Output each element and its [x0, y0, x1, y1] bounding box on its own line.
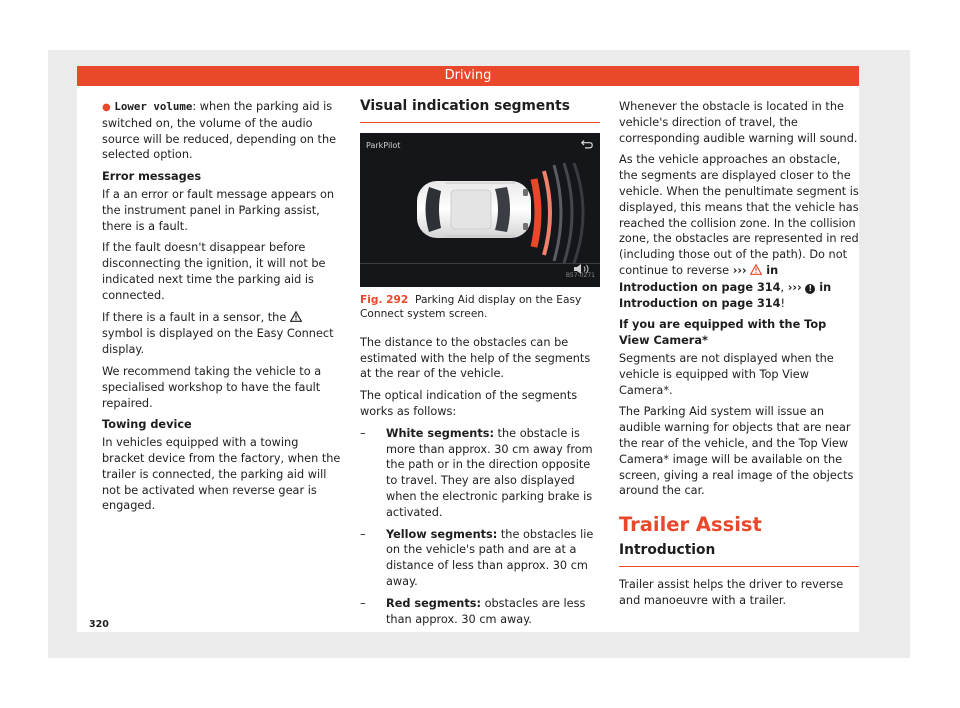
- bullet-icon: ●: [102, 102, 111, 113]
- error-paragraph-3: If there is a fault in a sensor, the symbol is displayed on the Easy Connect display.: [102, 310, 334, 357]
- error-paragraph-4: We recommend taking the vehicle to a specialised workshop to have the fault repaired.: [102, 364, 322, 410]
- back-arrow-icon: [581, 139, 593, 149]
- lower-volume-item: ● Lower volume: when the parking aid is switched on, the volume of the audio source will be reduced, depending on the selected option.: [102, 100, 337, 162]
- page-number: 320: [89, 619, 109, 630]
- figure-label: ParkPilot: [366, 140, 401, 150]
- intro-link-2[interactable]: in Introduction on page 314: [619, 280, 832, 310]
- towing-device-heading: Towing device: [102, 418, 192, 432]
- column-left: [102, 99, 342, 520]
- info-icon: !: [805, 284, 815, 294]
- distance-segments: [528, 163, 598, 263]
- trailer-assist-paragraph: Trailer assist helps the driver to reverse and manoeuvre with a trailer.: [619, 577, 844, 607]
- list-item: – White segments: the obstacle is more than approx. 30 cm away from the path or in the direction opposite to travel. They are also displayed when the electronic parking brake is activated.: [360, 426, 600, 521]
- approach-paragraph: As the vehicle approaches an obstacle, the segments are displayed closer to the vehicle. When the penultimate segment is displayed, this means that the vehicle has reached the collision zone. In the collision zone, the obstacles are represented in red (including those out of the path). Do not continue to reverse ››› in Introduction on page 314, ››› ! in Introduction on page 314!: [619, 153, 859, 310]
- cross-reference-arrows: ›››: [787, 280, 802, 294]
- trailer-assist-title: Trailer Assist: [619, 513, 762, 537]
- parkpilot-figure: [360, 133, 600, 287]
- warning-icon: [290, 311, 302, 327]
- towing-paragraph: In vehicles equipped with a towing bracket device from the factory, when the trailer is connected, the parking aid will not be activated when reverse gear is engaged.: [102, 436, 341, 513]
- figure-code: B57-0271: [565, 272, 595, 279]
- distance-paragraph: The distance to the obstacles can be estimated with the help of the segments at the rear of the vehicle.: [360, 335, 591, 381]
- error-paragraph-2: If the fault doesn't disappear before disconnecting the ignition, it will not be indicated next time the parking aid is connected.: [102, 241, 326, 302]
- cross-reference-arrows: ›››: [732, 263, 747, 277]
- direction-paragraph: Whenever the obstacle is located in the vehicle's direction of travel, the corresponding audible warning will sound.: [619, 100, 858, 145]
- segments-list: [360, 426, 600, 628]
- top-view-paragraph-1: Segments are not displayed when the vehicle is equipped with Top View Camera*.: [619, 351, 834, 397]
- warning-icon: [750, 264, 762, 280]
- column-right: [619, 99, 859, 614]
- figure-number: Fig. 292: [360, 293, 409, 306]
- list-item: – Yellow segments: the obstacles lie on the vehicle's path and are at a distance of less than approx. 30 cm away.: [360, 527, 600, 590]
- figure-divider: [360, 263, 600, 264]
- figure-caption: Fig. 292 Parking Aid display on the Easy Connect system screen.: [360, 293, 582, 320]
- optical-paragraph: The optical indication of the segments works as follows:: [360, 389, 578, 418]
- top-view-heading: If you are equipped with the Top View Camera*: [619, 318, 827, 348]
- car-top-view: [415, 177, 535, 242]
- list-item: – Red segments: obstacles are less than approx. 30 cm away.: [360, 596, 600, 628]
- page-header: Driving: [77, 66, 859, 86]
- lower-volume-term: Lower volume: [114, 100, 193, 113]
- column-middle: [360, 99, 600, 633]
- top-view-paragraph-2: The Parking Aid system will issue an audible warning for objects that are near the rear of the vehicle, and the Top View Camera* image will be available on the screen, giving a real image of the objects around the car.: [619, 405, 854, 498]
- visual-indication-heading: Visual indication segments: [360, 99, 600, 123]
- intro-link-1[interactable]: in Introduction on page 314: [619, 263, 781, 294]
- error-paragraph-1: If a an error or fault message appears on the instrument panel in Parking assist, there is a fault.: [102, 187, 335, 233]
- introduction-heading: Introduction: [619, 543, 859, 567]
- error-messages-heading: Error messages: [102, 170, 202, 184]
